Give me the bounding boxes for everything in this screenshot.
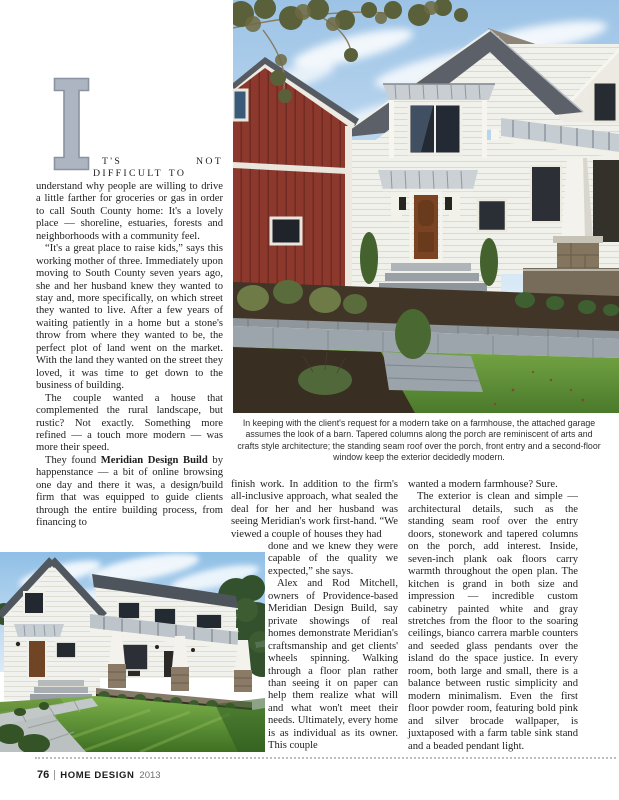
photo-caption: In keeping with the client's request for a modern take on a farmhouse, the attached garage assumes the look of a barn. Tapered columns along the porch are reminiscent of arts and crafts style architecture; the standing seam roof over the porch, front entry and a second-floor window keep the exterior decidedly modern. [237,418,601,462]
article-column-3 [408,479,578,753]
paragraph [36,455,223,530]
page-number: 76 [37,769,50,781]
paragraph: The exterior is clean and simple — architectural details, such as the standing seam roof over the entry doors, stonework and tapered columns on the porch, add interest. Inside, seven-inch plank oak floors carry warmth throughout the open plan. The kitchen is grand in both size and impression — incredible custom cabinetry painted white and gray stretches from the floor to the soaring ceilings, bianco carrera marble counters and seeded glass pendants over the island do the space justice. In every room, both large and small, there is a balance between rustic simplicity and modern minimalism. Even the first floor powder room, featuring bold pink and silver brocade wallpaper, is juxtaposed with a farm table sink stand and a beaded pendant light. [408,491,578,752]
opener-small-caps: T'S NOT DIFFICULT TO [93,156,223,180]
article-column-2-wrapped [268,541,398,753]
article-column-1 [36,156,223,530]
paragraph: wanted a modern farmhouse? Sure. [408,479,558,490]
paragraph: done and we knew they were capable of the quality we expected,” she says. [268,541,398,577]
article-column-2-upper [231,479,398,541]
paragraph-text: They found [45,454,101,466]
paragraph: Alex and Rod Mitchell, owners of Providence-based Meridian Design Build, say private showings of real homes demonstrate Meridian's craftsmanship and get clients' wheels spinning. Walking through a floor plan rather than seeing it on paper can help them realize what will and what won't meet their needs. Ultimately, every home is as individual as its owner. This couple [268,578,398,752]
footer-divider-bar [54,770,55,780]
issue-year: 2013 [139,769,161,781]
paragraph-text: by happenstance — a bit of online browsing one day and there it was, a design/build firm that was equipped to guide clients through the entire building process, from financing to [36,454,223,529]
builder-name-bold: Meridian Design Build [100,454,208,466]
top-photo-farmhouse-exterior [233,0,619,413]
bottom-photo-farmhouse-porch [0,552,265,752]
paragraph: The couple wanted a house that complemented the rural landscape, but rustic? Not exactly. Something more refined — a touch more modern — was more their speed. [36,392,223,454]
magazine-name: HOME DESIGN [60,769,135,781]
footer-divider-rule [35,757,616,759]
paragraph: finish work. In addition to the firm's all-inclusive approach, what sealed the deal for her and her husband was seeing Meridian's work first-hand. “We viewed a couple of houses they had [231,479,398,540]
paragraph: “It's a great place to raise kids,” says this working mother of three. Immediately upon moving to South County seven years ago, she and her husband knew they wanted to stay and, more specifically, on which street they wanted to live. After a few years of waiting patiently in a home but a stone's throw from where they wanted to be, the perfect plot of land went on the market. With the land they wanted on the street they loved, it was time to get down to the business of building. [36,243,223,392]
page-footer [37,769,161,781]
paragraph-intro: understand why people are willing to drive a little farther for groceries or gas in order to call South County home: It's a lovely place — shoreline, estuaries, forests and neighborhoods with a community feel. [36,180,223,242]
